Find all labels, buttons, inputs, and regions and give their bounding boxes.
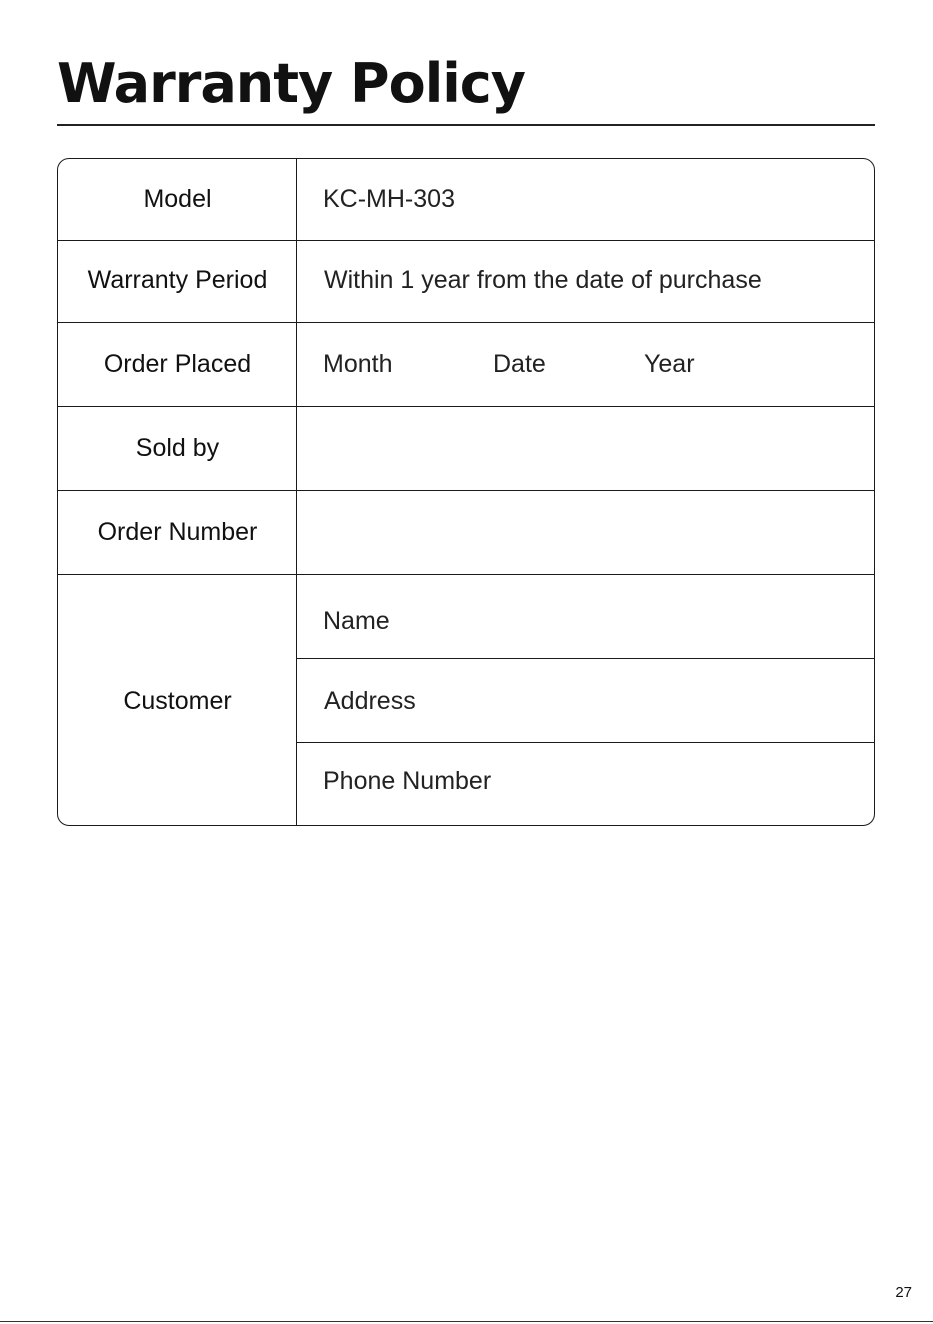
customer-name-field[interactable]: Name [323,607,390,635]
page-title: Warranty Policy [57,52,525,115]
customer-subrow-divider [297,742,875,743]
order-year-field[interactable]: Year [644,350,695,378]
customer-subrow-divider [297,658,875,659]
warranty-period-value: Within 1 year from the date of purchase [324,266,762,294]
customer-address-field[interactable]: Address [324,687,416,715]
order-placed-label: Order Placed [103,350,252,378]
row-divider [58,490,875,491]
page-bottom-rule [0,1321,933,1322]
order-number-label: Order Number [97,518,258,546]
customer-phone-field[interactable]: Phone Number [323,767,492,795]
row-divider [58,406,875,407]
row-divider [58,574,875,575]
warranty-table [57,158,875,826]
title-divider [57,124,875,126]
sold-by-label: Sold by [135,434,220,462]
model-value: KC-MH-303 [323,185,455,213]
customer-label: Customer [123,687,232,715]
warranty-period-label: Warranty Period [87,266,268,294]
order-date-field[interactable]: Date [493,350,546,378]
model-label: Model [143,185,212,213]
row-divider [58,322,875,323]
order-month-field[interactable]: Month [323,350,393,378]
label-column [58,159,297,825]
row-divider [58,240,875,241]
page-number: 27 [895,1284,912,1301]
